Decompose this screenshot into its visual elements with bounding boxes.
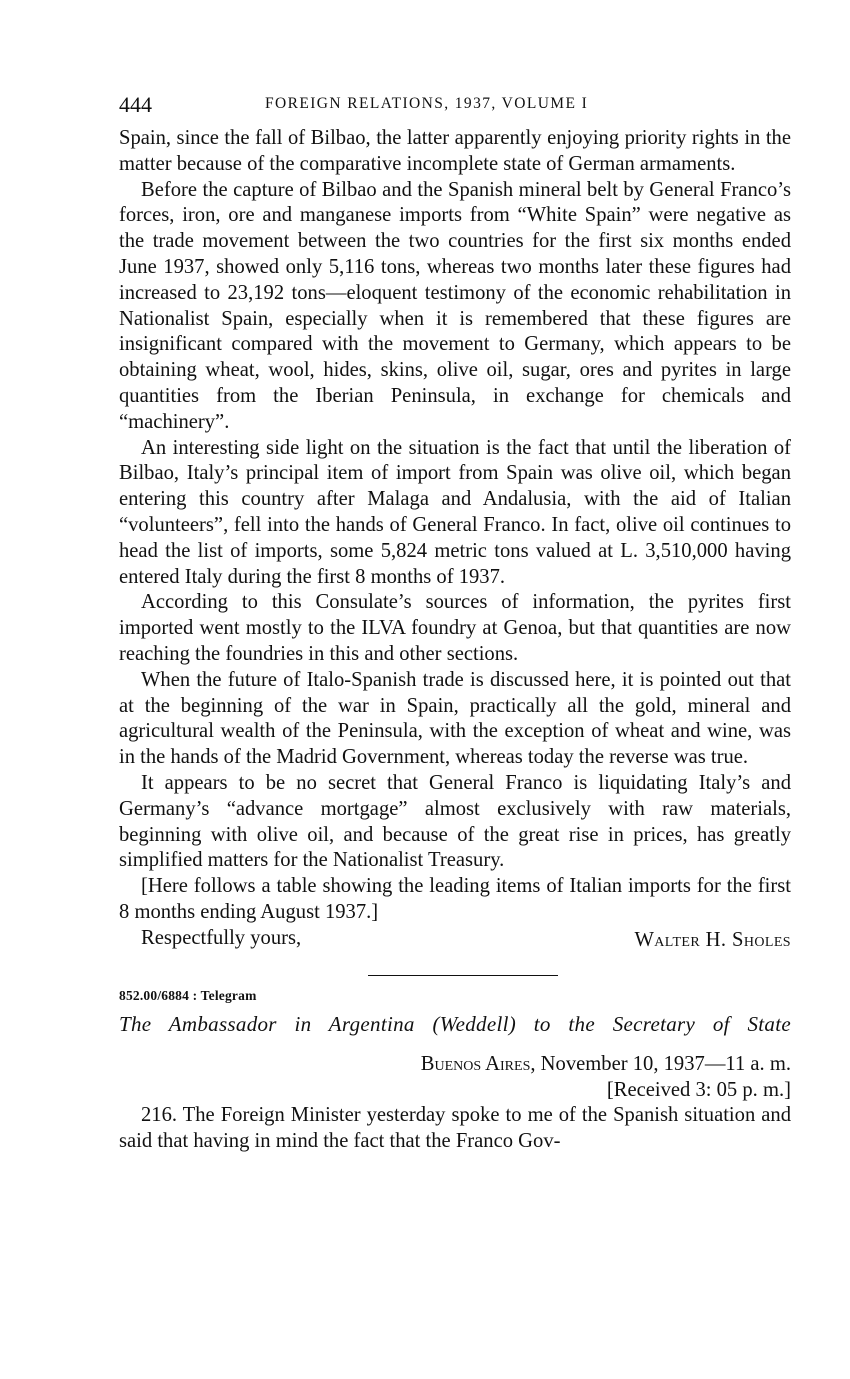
closing-line [119,926,791,954]
section-divider [368,975,558,976]
running-title: FOREIGN RELATIONS, 1937, VOLUME I [265,95,589,112]
paragraph: When the future of Italo-Spanish trade is discussed here, it is pointed out that at the beginning of the war in Spain, practically all the gold, mineral and agricultural wealth of the Peninsula, with the exception of wheat and wine, was in the hands of the Madrid Government, whereas today the reverse was true. [119,668,791,769]
editorial-note: [Here follows a table showing the leading items of Italian imports for the first 8 months ending August 1937.] [119,875,791,923]
paragraph: 216. The Foreign Minister yesterday spoke to me of the Spanish situation and said that having in mind the fact that the Franco Gov- [119,1103,791,1152]
despatch-body [119,126,791,926]
valediction: Respectfully yours, [141,926,302,949]
paragraph: According to this Consulate’s sources of information, the pyrites first imported went mostly to the ILVA foundry at Genoa, but that quantities are now reaching the foundries in this and other sections. [119,591,791,665]
paragraph: Before the capture of Bilbao and the Spanish mineral belt by General Franco’s forces, iron, ore and manganese imports from “White Spain” were negative as the trade movement between the two countries for the first six months ended June 1937, showed only 5,116 tons, whereas two months later these figures had increased to 23,192 tons—eloquent testimony of the economic rehabilitation in Nationalist Spain, especially when it is remembered that these figures are insignificant compared with the movement to Germany, which appears to be obtaining wheat, wool, hides, skins, olive oil, sugar, ores and pyrites in large quantities from the Iberian Peninsula, in exchange for chemicals and “machinery”. [119,178,791,433]
dateline-place: Buenos Aires [420,1052,531,1075]
paragraph: Spain, since the fall of Bilbao, the latter apparently enjoying priority rights in the matter because of the comparative incomplete state of German armaments. [119,127,791,175]
received-time: [Received 3: 05 p. m.] [606,1078,791,1101]
document-page [119,92,791,1154]
paragraph: An interesting side light on the situation is the fact that until the liberation of Bilbao, Italy’s principal item of import from Spain was olive oil, which began entering this country after Malaga and Andalusia, with the aid of Italian “volunteers”, fell into the hands of General Franco. In fact, olive oil continues to head the list of imports, some 5,824 metric tons valued at L. 3,510,000 having entered Italy during the first 8 months of 1937. [119,436,791,588]
dateline [119,1051,791,1077]
signature: Walter H. Sholes [634,928,791,951]
file-reference: 852.00/6884 : Telegram [119,987,257,1003]
telegram-body [119,1103,791,1155]
running-header [119,92,791,126]
document-title: The Ambassador in Argentina (Weddell) to the Secretary of State [119,1011,791,1036]
page-number: 444 [119,92,152,117]
paragraph: It appears to be no secret that General Franco is liquidating Italy’s and Germany’s “advance mortgage” almost exclusively with raw materials, beginning with olive oil, and because of the great rise in prices, has greatly simplified matters for the Nationalist Treasury. [119,771,791,872]
dateline-date: , November 10, 1937—11 a. m. [530,1052,791,1075]
